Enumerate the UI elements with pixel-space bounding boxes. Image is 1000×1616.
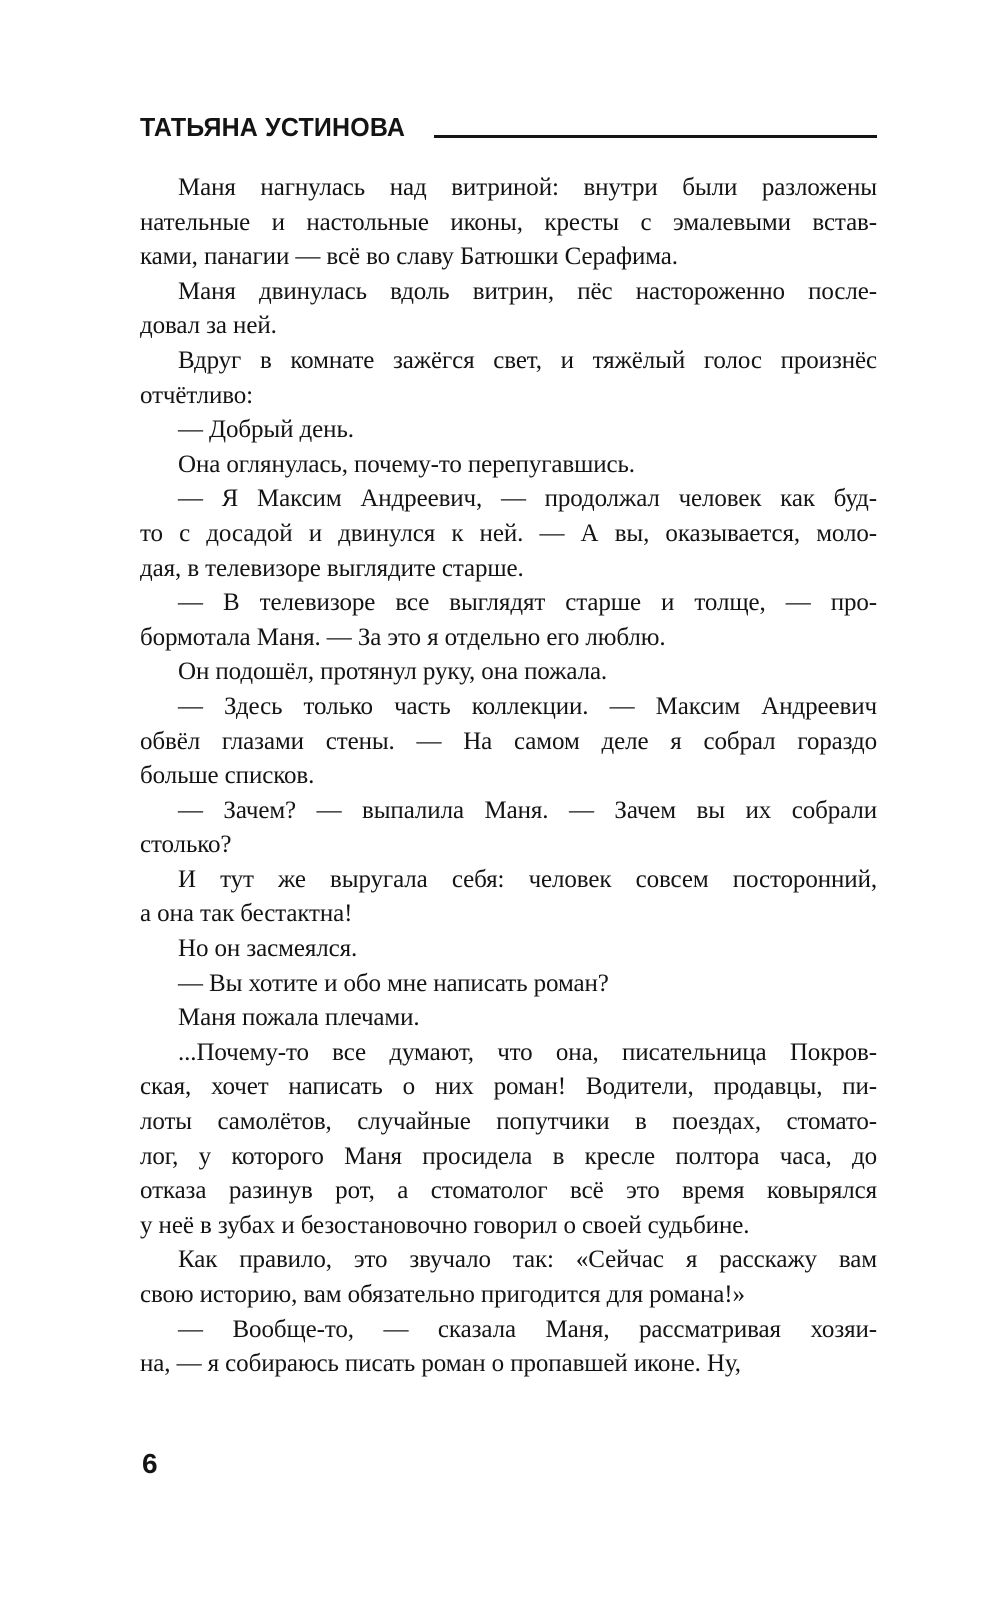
text-line: Маня нагнулась над витриной: внутри были разложены	[178, 174, 877, 201]
text-line: Маня двинулась вдоль витрин, пёс настороженно после-	[178, 277, 877, 305]
text-line: ками, панагии — всё во славу Батюшки Серафима.	[140, 243, 678, 271]
text-line: Вдруг в комнате зажёгся свет, и тяжёлый голос произнёс	[178, 346, 877, 374]
text-line: Как правило, это звучало так: «Сейчас я расскажу вам	[178, 1246, 877, 1274]
text-line: — Вы хотите и обо мне написать роман?	[178, 969, 609, 997]
text-line: отчётливо:	[140, 381, 254, 409]
text-line: то с досадой и двинулся к ней. — А вы, оказывается, моло-	[140, 519, 877, 547]
text-line: отказа разинув рот, а стоматолог всё это время ковырялся	[140, 1177, 877, 1205]
text-line: — Здесь только часть коллекции. — Максим Андреевич	[178, 692, 877, 720]
text-line: — Добрый день.	[178, 416, 354, 444]
text-line: — В телевизоре все выглядят старше и толще, — про-	[178, 589, 877, 617]
text-line: Но он засмеялся.	[178, 935, 358, 963]
text-line: — Зачем? — выпалила Маня. — Зачем вы их собрали	[178, 796, 877, 824]
text-line: Маня пожала плечами.	[178, 1004, 420, 1032]
author-header: ТАТЬЯНА УСТИНОВА	[140, 112, 406, 142]
body-text	[140, 171, 877, 1382]
running-head	[140, 112, 877, 142]
text-line: ская, хочет написать о них роман! Водители, продавцы, пи-	[140, 1073, 877, 1101]
text-line: И тут же выругала себя: человек совсем посторонний,	[178, 865, 877, 893]
text-line: бормотала Маня. — За это я отдельно его люблю.	[140, 623, 666, 651]
text-line: свою историю, вам обязательно пригодится для романа!»	[140, 1281, 745, 1308]
text-line: на, — я собираюсь писать роман о пропавшей иконе. Ну,	[140, 1350, 741, 1378]
text-line: столько?	[140, 831, 232, 859]
text-line: у неё в зубах и безостановочно говорил о своей судьбине.	[140, 1211, 750, 1239]
text-line: нательные и настольные иконы, кресты с эмалевыми встав-	[140, 208, 877, 236]
text-line: довал за ней.	[140, 312, 277, 340]
text-line: обвёл глазами стены. — На самом деле я собрал гораздо	[140, 727, 877, 755]
text-line: лог, у которого Маня просидела в кресле полтора часа, до	[140, 1142, 877, 1170]
text-line: Она оглянулась, почему-то перепугавшись.	[178, 450, 635, 478]
page-number: 6	[142, 1448, 158, 1479]
text-line: больше списков.	[140, 762, 315, 790]
text-line: ...Почему-то все думают, что она, писательница Покров-	[178, 1038, 877, 1066]
header-rule	[434, 135, 877, 138]
text-line: дая, в телевизоре выглядите старше.	[140, 554, 524, 582]
text-line: — Вообще-то, — сказала Маня, рассматривая хозяи-	[178, 1315, 877, 1343]
text-line: — Я Максим Андреевич, — продолжал человек как буд-	[178, 485, 877, 513]
text-line: лоты самолётов, случайные попутчики в поездах, стомато-	[140, 1108, 877, 1136]
text-line: а она так бестактна!	[140, 900, 353, 928]
text-line: Он подошёл, протянул руку, она пожала.	[178, 658, 608, 686]
